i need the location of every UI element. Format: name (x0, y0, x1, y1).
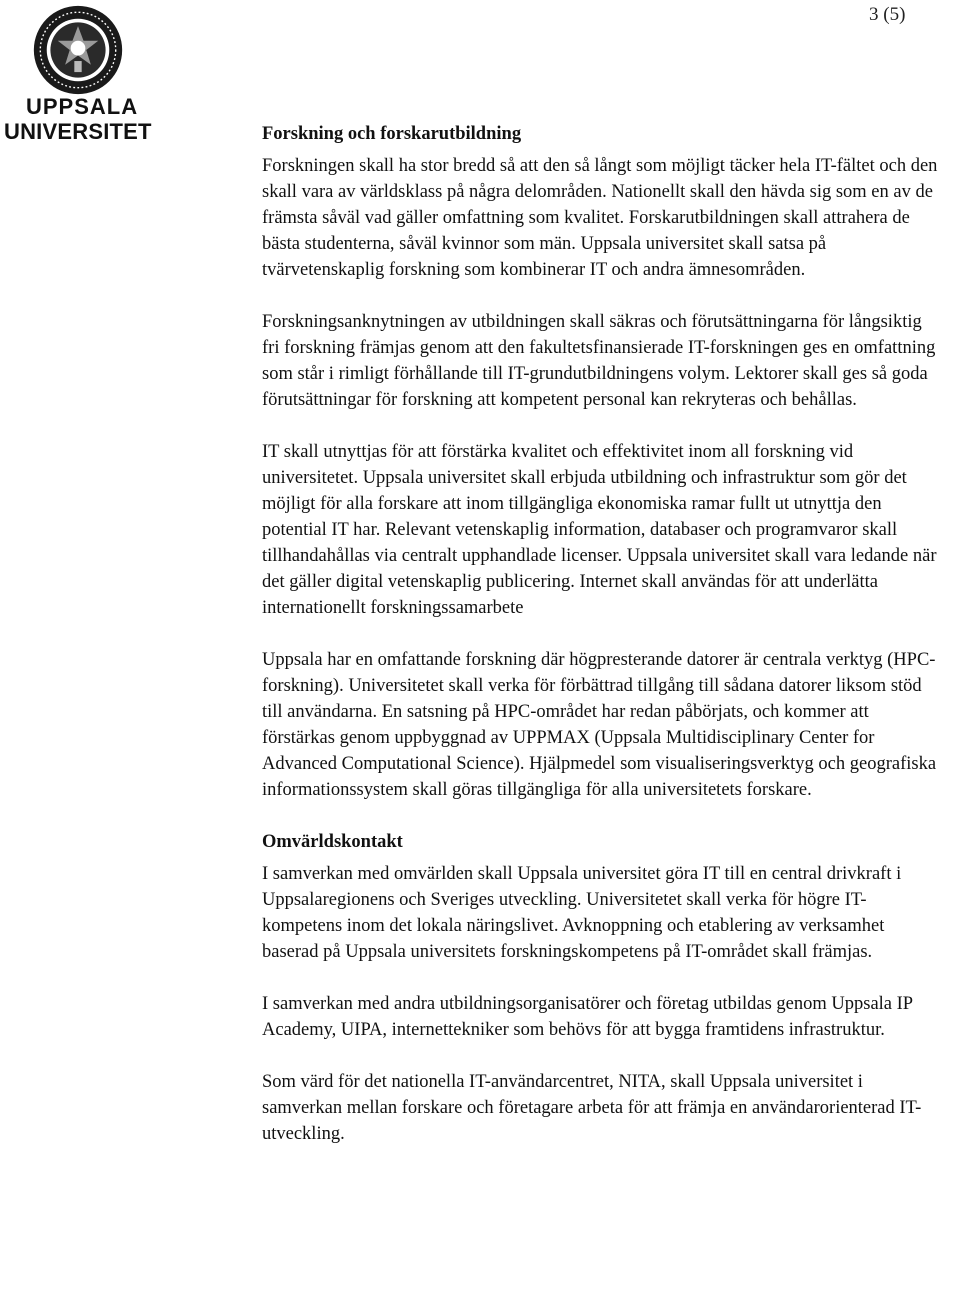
paragraph-outreach-nita: Som värd för det nationella IT-användarcentret, NITA, skall Uppsala universitet i samverkan mellan forskare och företagare arbeta för att främja en användarorienterad IT-utveckling. (262, 1072, 922, 1144)
paragraph-research-scope: Forskningen skall ha stor bredd så att den så långt som möjligt täcker hela IT-fältet och den skall vara av världsklass på några delområden. Nationellt skall den hävda sig som en av de främsta såväl vad gäller omfattning som kvalitet. Forskarutbildningen skall attrahera de bästa studenterna, såväl kvinnor som män. Uppsala universitet skall satsa på tvärvetenskaplig forskning som kombinerar IT och andra ämnesområden. (262, 156, 938, 280)
paragraph-hpc: Uppsala har en omfattande forskning där högpresterande datorer är centrala verktyg (HPC-forskning). Universitetet skall verka för förbättrad tillgång till sådana datorer liksom stöd till användarna. En satsning på HPC-området har redan påbörjats, och kommer att förstärkas genom uppbyggnad av UPPMAX (Uppsala Multidisciplinary Center for Advanced Computational Science). Hjälpmedel som visualiseringsverktyg och geografiska informationssystem skall göras tillgängliga för alla universitetets forskare. (262, 650, 937, 800)
paragraph-it-quality: IT skall utnyttjas för att förstärka kvalitet och effektivitet inom all forskning vid universitetet. Uppsala universitet skall erbjuda utbildning och infrastruktur som gör det möjligt för alla forskare att inom tillgängliga ekonomiska ramar fullt ut utnyttja den potential IT har. Relevant vetenskaplig information, databaser och programvaror skall tillhandahållas via centralt upphandlade licenser. Uppsala universitet skall vara ledande när det gäller digital vetenskaplig publicering. Internet skall användas för att underlätta internationellt forskningssamarbete (262, 442, 937, 618)
document-body (262, 121, 942, 1147)
university-logo (2, 2, 162, 150)
paragraph-outreach-region: I samverkan med omvärlden skall Uppsala universitet göra IT till en central drivkraft i Uppsalaregionens och Sveriges utveckling. Universitetet skall verka för högre IT-kompetens inom det lokala näringslivet. Avknoppning och etablering av verksamhet baserad på Uppsala universitets forskningskompetens på IT-området skall främjas. (262, 864, 902, 962)
paragraph-research-link: Forskningsanknytningen av utbildningen skall säkras och förutsättningarna för långsiktig fri forskning främjas genom att den fakultetsfinansierade IT-forskningen ges en omfattning som står i rimligt förhållande till IT-grundutbildningens volym. Lektorer skall ges så goda förutsättningar för forskning att kompetent personal kan rekryteras och behållas. (262, 312, 936, 410)
university-seal-icon (32, 4, 124, 96)
logo-line-2: UNIVERSITET (4, 119, 152, 144)
paragraph-outreach-uipa: I samverkan med andra utbildningsorganisatörer och företag utbildas genom Uppsala IP Academy, UIPA, internettekniker som behövs för att bygga framtidens infrastruktur. (262, 994, 913, 1040)
logo-wordmark (4, 96, 160, 143)
section-heading-research: Forskning och forskarutbildning (262, 124, 522, 144)
page-number: 3 (5) (869, 4, 906, 25)
logo-line-1: UPPSALA (26, 94, 139, 119)
section-heading-outreach: Omvärldskontakt (262, 832, 403, 852)
